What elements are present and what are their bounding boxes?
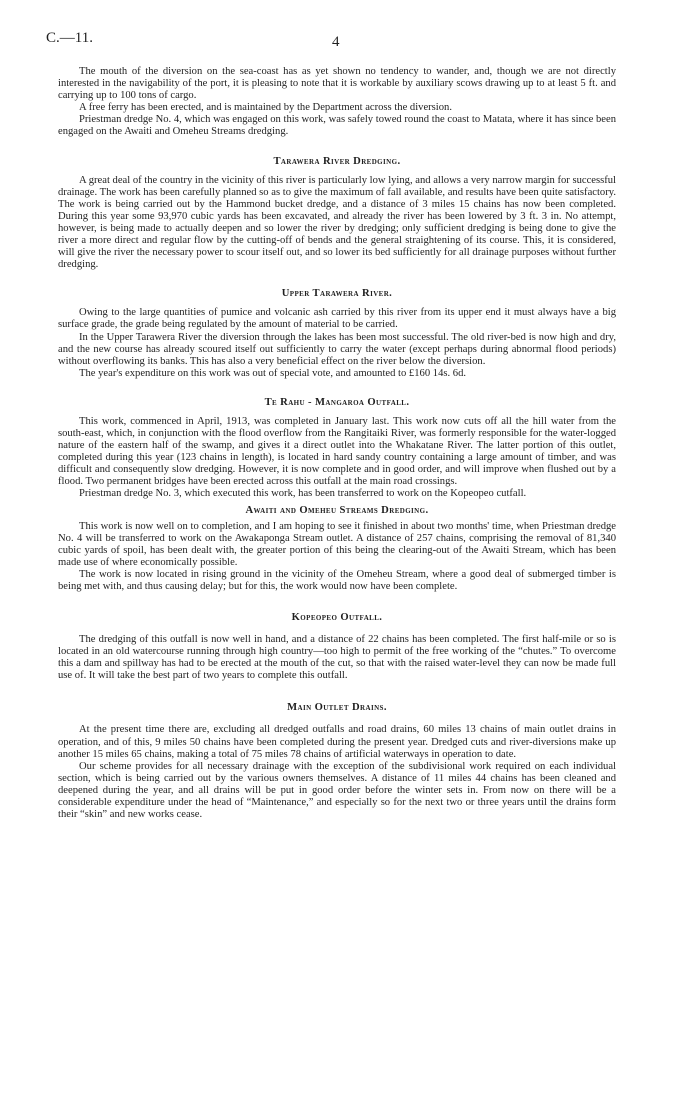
section-te-rahu-mangaroa-outfall bbox=[58, 397, 616, 501]
section-heading: Te Rahu - Mangaroa Outfall. bbox=[264, 396, 410, 408]
section-heading: Tarawera River Dredging. bbox=[273, 155, 401, 167]
paragraph: Priestman dredge No. 3, which executed this work, has been transferred to work on the Kopeopeo cutfall. bbox=[79, 488, 527, 500]
section-heading: Upper Tarawera River. bbox=[281, 288, 393, 300]
paragraph: This work, commenced in April, 1913, was completed in January last. This work now cuts off all the hill water from the south-east, which, in conjunction with the flood overflow from the Rangitaiki River, was formerly responsible for the water-logged nature of the eastern half of the swamp, and gives it a direct outlet into the Whakatane River. The latter portion of this outlet, completed during this year (123 chains in length), is located in hard sandy country containing a large amount of timber, and was difficult and consequently slow dredging. However, it is now complete and in good order, and will improve when flushed out by a flood. Two permanent bridges have been erected across this outfall at the main road crossings. bbox=[58, 415, 616, 488]
paragraph: In the Upper Tarawera River the diversion through the lakes has been most successful. The old river-bed is now high and dry, and the new course has already scoured itself out sufficiently to carry the water (except perhaps during abnormal flood periods) without overflowing its banks. This has also a very beneficial effect on the river below the diversion. bbox=[58, 331, 616, 367]
page-number: 4 bbox=[332, 34, 340, 50]
section-kopeopeo-outfall bbox=[58, 612, 616, 682]
paragraph: A great deal of the country in the vicinity of this river is particularly low lying, and allows a very narrow margin for successful drainage. The work has been carefully planned so as to give the maximum of fall available, and results have been quite satisfactory. The work is being carried out by the Hammond bucket dredge, and a distance of 3 miles 15 chains has now been completed. During this year some 93,970 cubic yards has been excavated, and already the river has been lowered by 3 ft. 3 in. No attempt, however, is being made to actually deepen and so lower the river by dredging; only sufficient dredging is being done to give the river a more direct and regular flow by the cutting-off of bends and the general straightening of its course. This, it is considered, will give the river the necessary power to scour itself out, and so lower its bed sufficiently for all drainage purposes without further dredging. bbox=[58, 174, 616, 271]
paragraph: The dredging of this outfall is now well in hand, and a distance of 22 chains has been completed. The first half-mile or so is located in an old watercourse running through high country—too high to permit of the free working of the “chutes.” To overcome this a dam and spillway has had to be erected at the mouth of the cut, so that with the raised water-level they can now be made full use of. It will take the best part of two years to complete this outfall. bbox=[58, 634, 616, 682]
paragraph: Owing to the large quantities of pumice and volcanic ash carried by this river from its upper end it must always have a big surface grade, the grade being regulated by the amount of material to be carried. bbox=[58, 307, 616, 331]
section-tarawera-river-dredging bbox=[58, 156, 616, 272]
paragraph: Priestman dredge No. 4, which was engaged on this work, was safely towed round the coast to Matata, where it has since been engaged on the Awaiti and Omeheu Streams dredging. bbox=[58, 114, 616, 138]
paragraph: The mouth of the diversion on the sea-coast has as yet shown no tendency to wander, and, though we are not directly interested in the navigability of the port, it is pleasing to note that it is workable by auxiliary scows drawing up to at least 5 ft. and carrying up to 100 tons of cargo. bbox=[58, 66, 616, 102]
page-header bbox=[46, 30, 616, 66]
paragraph: This work is now well on to completion, and I am hoping to see it finished in about two months' time, when Priestman dredge No. 4 will be transferred to work on the Awakaponga Stream outlet. A distance of 257 chains, comprising the removal of 81,340 cubic yards of spoil, has been dealt with, the greater portion of this being the clearing-out of the Awaiti Stream, which has been made use of where economically possible. bbox=[58, 520, 616, 568]
section-heading: Main Outlet Drains. bbox=[287, 702, 387, 714]
paragraph: The year's expenditure on this work was out of special vote, and amounted to £160 14s. 6d. bbox=[79, 367, 467, 379]
paragraph: A free ferry has been erected, and is maintained by the Department across the diversion. bbox=[79, 102, 452, 114]
paragraph: The work is now located in rising ground in the vicinity of the Omeheu Stream, where a good deal of submerged timber is being met with, and thus causing delay; but for this, the work would now have been complete. bbox=[58, 568, 616, 592]
section-diversion-continued bbox=[58, 66, 616, 139]
section-upper-tarawera-river bbox=[58, 288, 616, 380]
paragraph: At the present time there are, excluding all dredged outfalls and road drains, 60 miles 13 chains of main outlet drains in operation, and of this, 9 miles 50 chains have been completed during the present year. Dredged cuts and river-diversions make up another 15 miles 65 chains, making a total of 75 miles 78 chains of artificial waterways in operation to date. bbox=[58, 724, 616, 760]
paragraph: Our scheme provides for all necessary drainage with the exception of the subdivisional work required on each individual section, which is being carried out by the various owners themselves. A distance of 11 miles 44 chains has been cleaned and deepened during the year, and all drains will be put in good order before the winter sets in. From now on there will be a considerable expenditure under the head of “Maintenance,” and especially so for the next two or three years until the drains form their “skin” and new works cease. bbox=[58, 760, 616, 821]
folio-number: C.—11. bbox=[46, 30, 93, 46]
section-heading: Awaiti and Omeheu Streams Dredging. bbox=[245, 504, 429, 516]
section-awaiti-omeheu-dredging bbox=[58, 505, 616, 594]
section-main-outlet-drains bbox=[58, 702, 616, 821]
section-heading: Kopeopeo Outfall. bbox=[291, 612, 383, 624]
